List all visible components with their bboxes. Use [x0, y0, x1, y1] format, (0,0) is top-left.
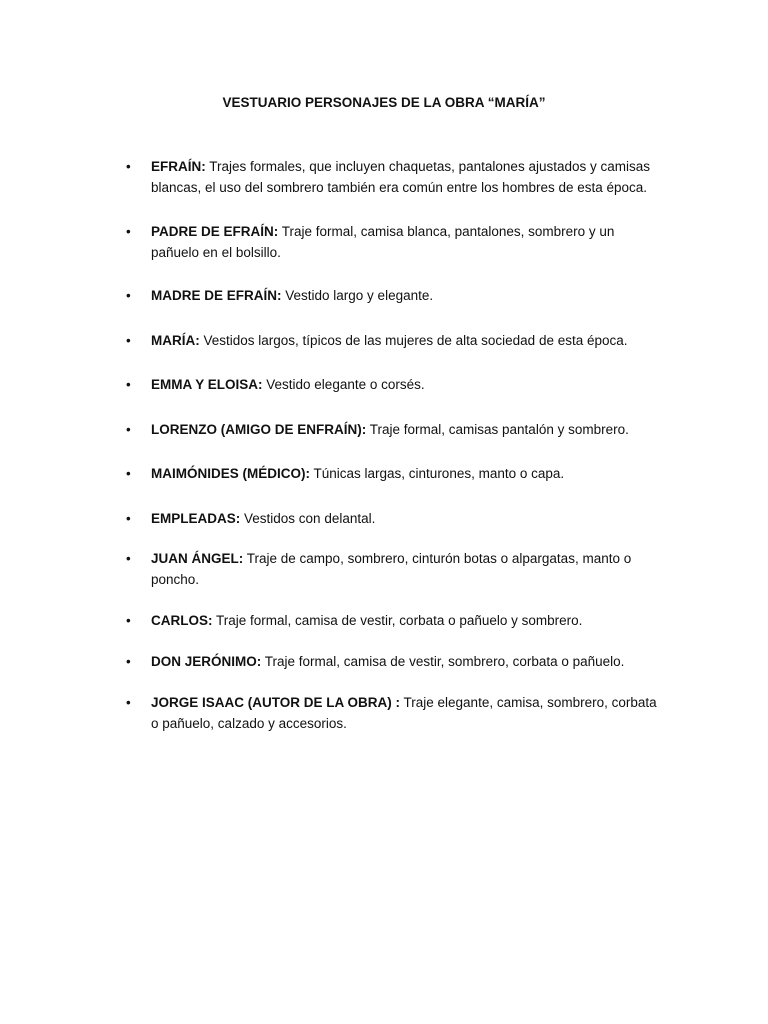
- costume-description: Traje elegante, camisa, sombrero, corbata o pañuelo, calzado y accesorios.: [151, 695, 657, 731]
- character-name: EMMA Y ELOISA:: [151, 377, 263, 392]
- bullet-icon: •: [126, 511, 131, 526]
- character-name: JUAN ÁNGEL:: [151, 551, 244, 566]
- list-item-text: [151, 692, 665, 734]
- costume-description: Traje formal, camisa de vestir, corbata o pañuelo y sombrero.: [212, 613, 583, 628]
- character-name: EMPLEADAS:: [151, 511, 241, 526]
- character-name: PADRE DE EFRAÍN:: [151, 224, 279, 239]
- bullet-icon: •: [126, 159, 131, 174]
- bullet-icon: •: [126, 466, 131, 481]
- costume-description: Traje formal, camisas pantalón y sombrero.: [366, 422, 629, 437]
- costume-description: Túnicas largas, cinturones, manto o capa.: [310, 466, 565, 481]
- bullet-icon: •: [126, 613, 131, 628]
- character-name: MARÍA:: [151, 333, 200, 348]
- costume-description: Trajes formales, que incluyen chaquetas, pantalones ajustados y camisas blancas, el uso del sombrero también era común entre los hombres de esta época.: [151, 159, 650, 195]
- bullet-icon: •: [126, 422, 131, 437]
- bullet-icon: •: [126, 377, 131, 392]
- list-item-text: [151, 548, 665, 590]
- list-item-text: [151, 221, 665, 263]
- costume-description: Vestidos largos, típicos de las mujeres de alta sociedad de esta época.: [199, 333, 628, 348]
- list-item-text: [151, 651, 665, 672]
- character-name: MADRE DE EFRAÍN:: [151, 288, 282, 303]
- character-name: DON JERÓNIMO:: [151, 654, 262, 669]
- bullet-icon: •: [126, 551, 131, 566]
- list-item-text: [151, 285, 665, 306]
- costume-description: Vestido largo y elegante.: [281, 288, 434, 303]
- list-item-text: [151, 156, 665, 198]
- list-item-text: [151, 508, 665, 529]
- costume-description: Traje formal, camisa blanca, pantalones, sombrero y un pañuelo en el bolsillo.: [151, 224, 615, 260]
- character-name: EFRAÍN:: [151, 159, 206, 174]
- costume-description: Vestido elegante o corsés.: [262, 377, 425, 392]
- character-name: LORENZO (AMIGO DE ENFRAÍN):: [151, 422, 367, 437]
- bullet-icon: •: [126, 288, 131, 303]
- list-item-text: [151, 374, 665, 395]
- costume-description: Traje de campo, sombrero, cinturón botas o alpargatas, manto o poncho.: [151, 551, 632, 587]
- character-name: CARLOS:: [151, 613, 213, 628]
- list-item-text: [151, 419, 665, 440]
- costume-description: Traje formal, camisa de vestir, sombrero, corbata o pañuelo.: [261, 654, 625, 669]
- bullet-icon: •: [126, 224, 131, 239]
- bullet-icon: •: [126, 333, 131, 348]
- costume-description: Vestidos con delantal.: [240, 511, 376, 526]
- bullet-icon: •: [126, 695, 131, 710]
- character-name: MAIMÓNIDES (MÉDICO):: [151, 466, 310, 481]
- character-name: JORGE ISAAC (AUTOR DE LA OBRA) :: [151, 695, 401, 710]
- list-item-text: [151, 330, 665, 351]
- document-title: VESTUARIO PERSONAJES DE LA OBRA “MARÍA”: [222, 95, 546, 110]
- list-item-text: [151, 610, 665, 631]
- list-item-text: [151, 463, 665, 484]
- bullet-icon: •: [126, 654, 131, 669]
